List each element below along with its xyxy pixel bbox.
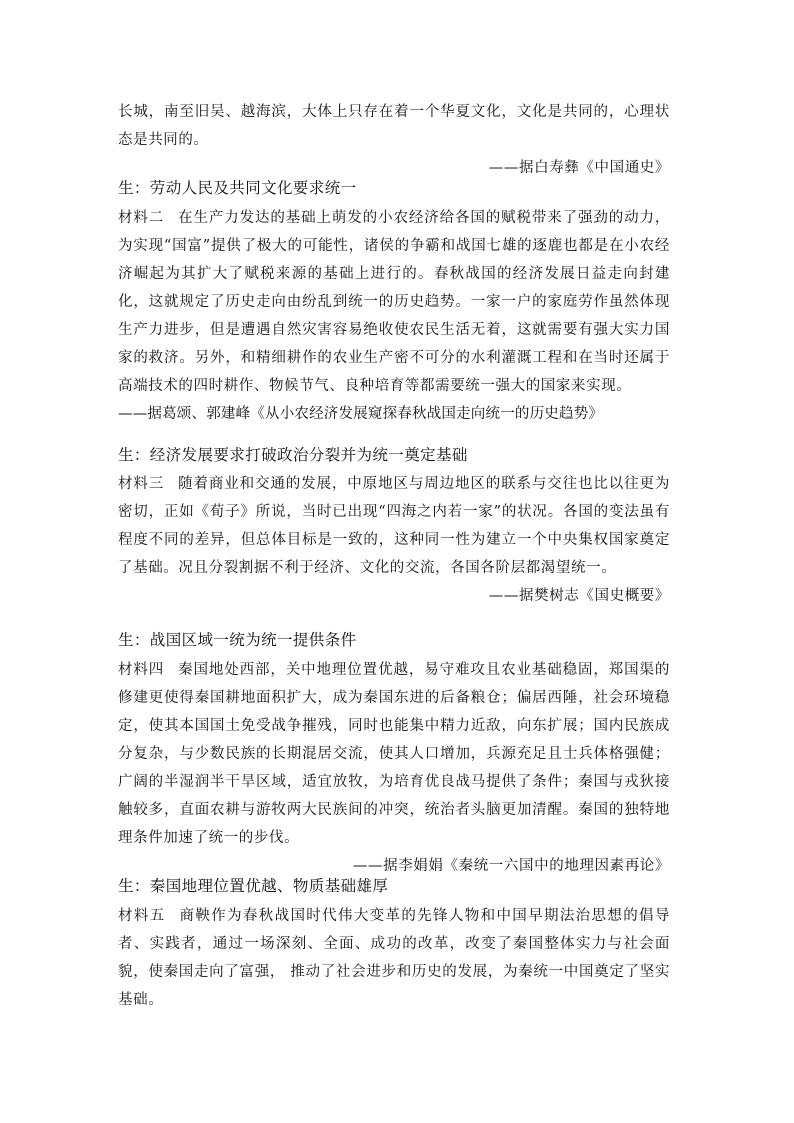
material-5-block: [118, 902, 670, 1014]
student-answer-4: 生：秦国地理位置优越、物质基础雄厚: [118, 877, 389, 895]
material-2-source: ——据葛颂、郭建峰《从小农经济发展窥探春秋战国走向统一的历史趋势》: [118, 406, 604, 422]
student-answer-3-block: [118, 626, 670, 654]
material-4-label: 材料四: [118, 662, 165, 678]
material-3-text: 随着商业和交通的发展，中原地区与周边地区的联系与交往也比以往更为密切，正如《荀子》所说，当时已出现“四海之内若一家”的状况。各国的变法虽有程度不同的差异，但总体目标是一致的，这种同一性为建立一个中央集权国家奠定了基础。况且分裂割据不利于经济、文化的交流，各国各阶层都渴望统一。: [118, 476, 670, 576]
student-answer-2: 生：经济发展要求打破政治分裂并为统一奠定基础: [118, 446, 468, 464]
intro-paragraph-block: [118, 98, 670, 182]
material-4-block: [118, 656, 670, 880]
material-2-text: 在生产力发达的基础上萌发的小农经济给各国的赋税带来了强劲的动力，为实现“国富”提供了极大的可能性，诸侯的争霸和战国七雄的逐鹿也都是在小农经济崛起为其扩大了赋税来源的基础上进行的。春秋战国的经济发展日益走向封建化，这就规定了历史走向由纷乱到统一的历史趋势。一家一户的家庭劳作虽然体现生产力进步，但是遭遇自然灾害容易绝收使农民生活无着，这就需要有强大实力国家的救济。另外，和精细耕作的农业生产密不可分的水利灌溉工程和在当时还属于高端技术的四时耕作、物候节气、良种培育等都需要统一强大的国家来实现。: [118, 210, 670, 394]
material-5-label: 材料五: [118, 908, 166, 924]
material-4-source: ——据李娟娟《秦统一六国中的地理因素再论》: [352, 858, 670, 874]
material-4-text: 秦国地处西部，关中地理位置优越，易守难攻且农业基础稳固，郑国渠的修建更使得秦国耕地面积扩大，成为秦国东进的后备粮仓；偏居西陲，社会环境稳定，使其本国国土免受战争摧残，同时也能集中精力近敌，向东扩展；国内民族成分复杂，与少数民族的长期混居交流，使其人口增加，兵源充足且士兵体格强健；广阔的半湿润半干旱区域，适宜放牧，为培育优良战马提供了条件；秦国与戎狄接触较多，直面农耕与游牧两大民族间的冲突，统治者头脑更加清醒。秦国的独特地理条件加速了统一的步伐。: [118, 662, 670, 846]
student-answer-3: 生：战国区域一统为统一提供条件: [118, 631, 357, 649]
material-3-block: [118, 470, 670, 610]
material-2-block: [118, 204, 670, 428]
student-answer-1: 生：劳动人民及共同文化要求统一: [118, 179, 357, 197]
intro-source: ——据白寿彝《中国通史》: [488, 160, 670, 176]
material-2-label: 材料二: [118, 210, 165, 226]
material-3-source: ——据樊树志《国史概要》: [488, 588, 670, 604]
material-3-paragraph: [118, 470, 670, 582]
material-2-paragraph: [118, 204, 670, 400]
intro-paragraph: 长城，南至旧吴、越海滨，大体上只存在着一个华夏文化，文化是共同的，心理状态是共同的。: [118, 104, 670, 148]
material-4-paragraph: [118, 656, 670, 852]
student-answer-2-block: [118, 441, 670, 469]
student-answer-4-block: [118, 872, 670, 900]
material-3-label: 材料三: [118, 476, 165, 492]
student-answer-1-block: [118, 174, 670, 202]
material-5-text: 商鞅作为春秋战国时代伟大变革的先锋人物和中国早期法治思想的倡导者、实践者，通过一场深刻、全面、成功的改革，改变了秦国整体实力与社会面貌，使秦国走向了富强， 推动了社会进步和历史的发展，为秦统一中国奠定了坚实基础。: [118, 908, 670, 1008]
material-5-paragraph: [118, 902, 670, 1014]
